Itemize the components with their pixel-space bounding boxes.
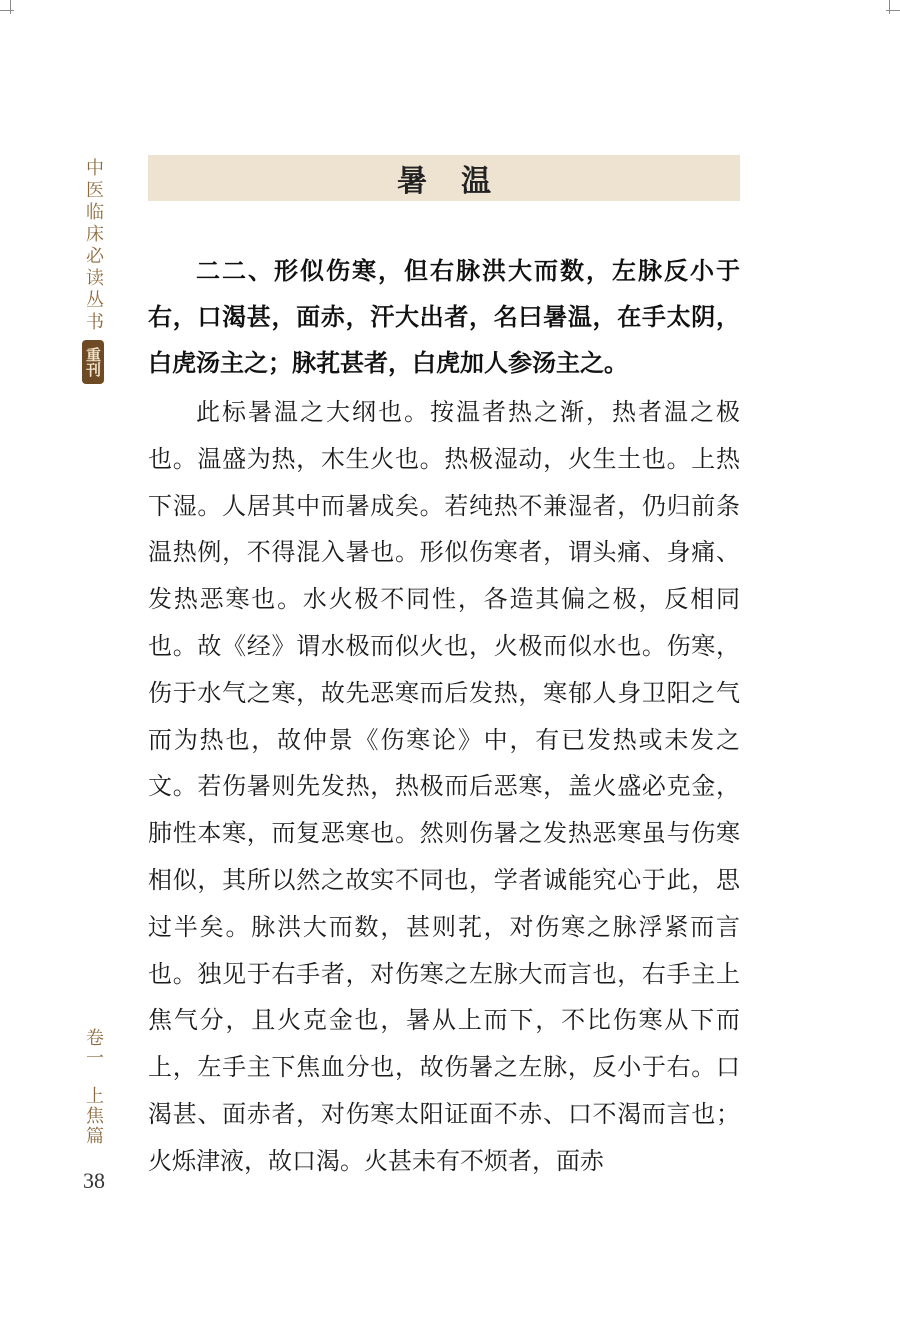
chapter-sidebar <box>80 1028 106 1146</box>
crop-mark <box>10 0 11 14</box>
crop-mark <box>0 10 14 11</box>
commentary-text: 此标暑温之大纲也。按温者热之渐，热者温之极也。温盛为热，木生火也。热极湿动，火生土也。上热下湿。人居其中而暑成矣。若纯热不兼湿者，仍归前条温热例，不得混入暑也。形似伤寒者，谓头痛、身痛、发热恶寒也。水火极不同性，各造其偏之极，反相同也。故《经》谓水极而似火也，火极而似水也。伤寒，伤于水气之寒，故先恶寒而后发热，寒郁人身卫阳之气而为热也，故仲景《伤寒论》中，有已发热或未发之文。若伤暑则先发热，热极而后恶寒，盖火盛必克金，肺性本寒，而复恶寒也。然则伤暑之发热恶寒虽与伤寒相似，其所以然之故实不同也，学者诚能究心于此，思过半矣。脉洪大而数，甚则芤，对伤寒之脉浮紧而言也。独见于右手者，对伤寒之左脉大而言也，右手主上焦气分，且火克金也，暑从上而下，不比伤寒从下而上，左手主下焦血分也，故伤暑之左脉，反小于右。口渴甚、面赤者，对伤寒太阳证面不赤、口不渴而言也；火烁津液，故口渴。火甚未有不烦者，面赤 <box>148 398 740 1175</box>
chapter-label: 上焦篇 <box>83 1086 104 1146</box>
series-title: 中医临床必读丛书 <box>83 158 104 334</box>
page-number: 38 <box>83 1168 105 1193</box>
volume-label: 卷一 <box>83 1028 104 1068</box>
seal-badge <box>82 340 104 384</box>
section-heading <box>148 155 740 201</box>
section-title: 暑温 <box>397 164 525 199</box>
crop-mark <box>889 0 890 14</box>
article-text: 二二、形似伤寒，但右脉洪大而数，左脉反小于右，口渴甚，面赤，汗大出者，名曰暑温，在手太阴，白虎汤主之；脉芤甚者，白虎加人参汤主之。 <box>148 256 740 377</box>
seal-text: 重刊 <box>84 347 102 377</box>
series-sidebar <box>80 158 106 384</box>
